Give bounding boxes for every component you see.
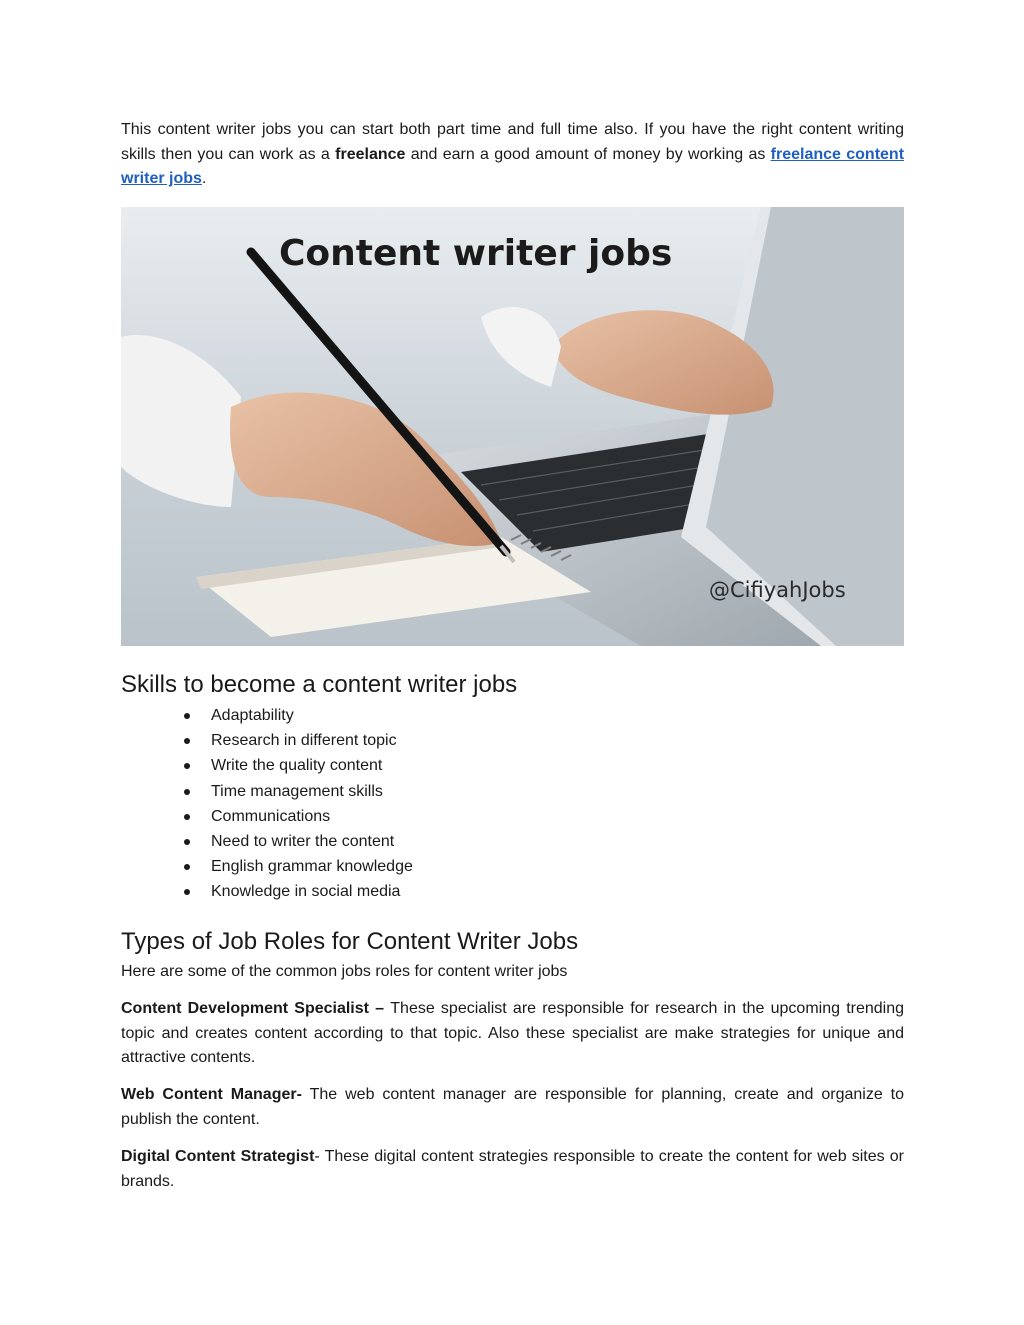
role-title: Content Development Specialist – xyxy=(121,1000,391,1017)
role-web-content-manager xyxy=(121,1083,904,1132)
list-item xyxy=(121,753,413,778)
role-description: The web content manager are responsible for planning, create and organize to publish the content. xyxy=(121,1086,904,1128)
list-item xyxy=(121,804,413,829)
list-item-label: Time management skills xyxy=(211,782,383,800)
intro-paragraph xyxy=(121,118,904,192)
bullet-icon xyxy=(184,713,190,719)
bullet-icon xyxy=(184,763,190,769)
bullet-icon xyxy=(184,738,190,744)
role-digital-content-strategist xyxy=(121,1145,904,1194)
bullet-icon xyxy=(184,889,190,895)
list-item-label: Write the quality content xyxy=(211,757,383,775)
hero-watermark: @CifiyahJobs xyxy=(709,578,846,602)
bullet-icon xyxy=(184,814,190,820)
intro-text-1: This content writer jobs you can start both part time and full time also. If you have the right content writing skills then you can work as a xyxy=(121,121,904,163)
list-item-label: Communications xyxy=(211,807,331,825)
bullet-icon xyxy=(184,839,190,845)
list-item-label: Knowledge in social media xyxy=(211,883,401,901)
list-item xyxy=(121,728,413,753)
intro-text-2: and earn a good amount of money by working as xyxy=(405,145,771,163)
list-item xyxy=(121,703,413,728)
bullet-icon xyxy=(184,789,190,795)
hero-image xyxy=(121,207,904,646)
bullet-icon xyxy=(184,864,190,870)
list-item xyxy=(121,829,413,854)
role-content-development-specialist xyxy=(121,997,904,1071)
roles-heading: Types of Job Roles for Content Writer Jobs xyxy=(121,928,579,955)
skills-heading: Skills to become a content writer jobs xyxy=(121,671,518,698)
list-item xyxy=(121,879,413,904)
list-item-label: Research in different topic xyxy=(211,732,397,750)
hero-headline: Content writer jobs xyxy=(279,233,673,274)
list-item xyxy=(121,779,413,804)
role-description: - These digital content strategies responsible to create the content for web sites or brands. xyxy=(121,1148,905,1190)
intro-period: . xyxy=(201,170,207,187)
list-item-label: English grammar knowledge xyxy=(211,858,413,876)
list-item-label: Adaptability xyxy=(211,707,294,724)
role-title: Web Content Manager- xyxy=(121,1086,302,1103)
freelance-jobs-link[interactable]: freelance content writer jobs xyxy=(121,145,905,187)
list-item-label: Need to writer the content xyxy=(211,832,395,850)
skills-list xyxy=(121,703,413,905)
role-title: Digital Content Strategist xyxy=(121,1148,315,1165)
list-item xyxy=(121,854,413,879)
roles-intro: Here are some of the common jobs roles for content writer jobs xyxy=(121,963,568,980)
intro-bold-freelance: freelance xyxy=(335,145,406,163)
role-description: These specialist are responsible for research in the upcoming trending topic and creates content according to that topic. Also these specialist are make strategies for unique and attractive contents. xyxy=(121,1000,905,1066)
